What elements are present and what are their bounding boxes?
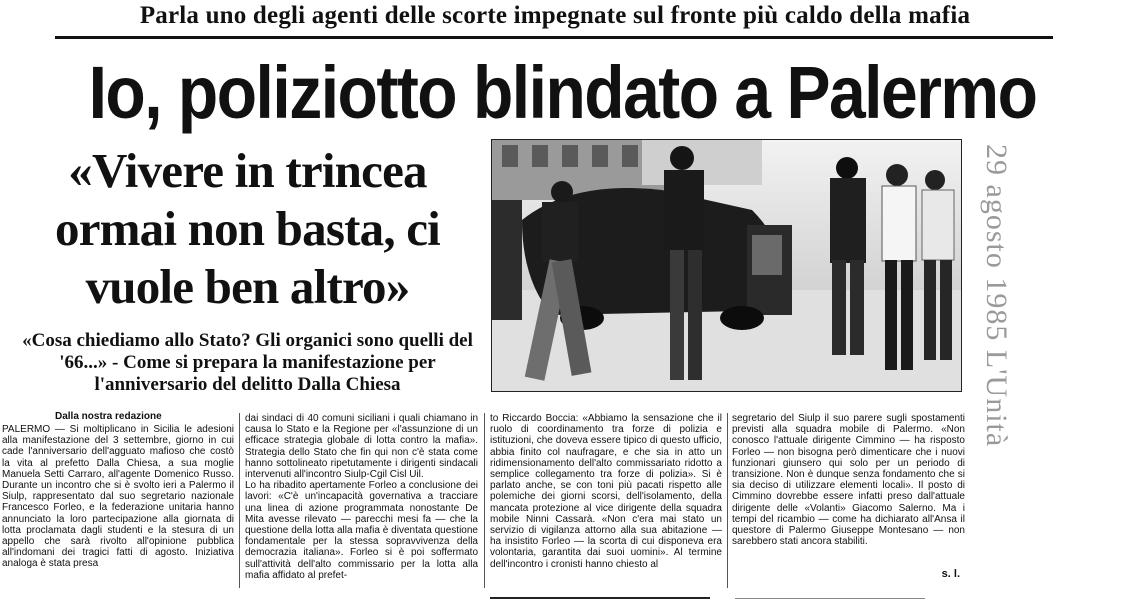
bottom-rule: [490, 597, 710, 599]
column-divider: [484, 413, 485, 588]
subheadline: «Vivere in trincea ormai non basta, ci vuole ben altro»: [55, 143, 440, 314]
byline: Dalla nostra redazione: [55, 411, 162, 422]
body-column-4: segretario del Siulp il suo parere sugli spostamenti previsti alla squadra mobile di Palermo. «Non conosco l'attuale dirigente Cimmino — ha risposto Forleo — non bisogna però dimenticare che i nuovi funzionari giunsero qui solo per un periodo di transizione. Non è dunque senza fondamento che si sia deciso di utilizzare elementi locali». Il posto di Cimmino dovrebbe essere infatti preso dall'attuale dirigente delle «Volanti» Giacomo Salerno. Ma i tempi del ricambio — come ha dichiarato all'Ansa il questore di Palermo Giuseppe Montesano — non sarebbero stati ancora stabiliti.: [732, 413, 965, 548]
column-divider: [239, 413, 240, 588]
signature: s. l.: [941, 568, 960, 580]
kicker: Parla uno degli agenti delle scorte impegnate sul fronte più caldo della mafia: [139, 2, 971, 29]
news-photo: [491, 139, 962, 392]
summary: «Cosa chiediamo allo Stato? Gli organici sono quelli del '66...» - Come si prepara la manifestazione per l'anniversario del delitto Dalla Chiesa: [22, 330, 473, 395]
body-column-2: dai sindaci di 40 comuni siciliani i quali chiamano in causa lo Stato e la Regione per «l'assunzione di un efficace strategia globale di lotta contro la mafia». Strategia dello Stato che fin qui non c'è stata come hanno sottolineato ripetutamente i dirigenti sindacali intervenuti all'incontro Siulp-Cgil Cisl Uil. Lo ha ribadito apertamente Forleo a conclusione dei lavori: «C'è un'incapacità governativa a tracciare una linea di azione programmata nonostante De Mita avesse rilevato — parecchi mesi fa — che la questione della lotta alla mafia è diventata questione fondamentale per la stessa sopravvivenza della democrazia italiana». Forleo si è poi soffermato sull'attività dell'alto commissario per la lotta alla mafia affidato al prefet-: [245, 413, 478, 581]
column-divider: [727, 413, 728, 588]
kicker-underline: [55, 36, 1053, 39]
news-photo-illustration: [492, 140, 962, 392]
body-column-3: to Riccardo Boccia: «Abbiamo la sensazione che il ruolo di coordinamento tra forze di polizia e istituzioni, che doveva essere tipico di questo ufficio, abbia finito col naufragare, e che sia in atto un ridimensionamento dell'alto commissariato ridotto a semplice collegamento tra forze di polizia». Si è parlato anche, se con toni più pacati rispetto alle polemiche dei giorni scorsi, dell'isolamento, della mancata protezione al vice dirigente della squadra mobile Ninni Cassarà. «Non c'era mai stato un servizio di vigilanza attorno alla sua abitazione — ha insistito Forleo — la scorta di cui disponeva era volontaria, garantita dai suoi uomini». Al termine dell'incontro i cronisti hanno chiesto al: [490, 413, 722, 570]
body-column-1: PALERMO — Si moltiplicano in Sicilia le adesioni alla manifestazione del 3 settembre, giorno in cui cade l'anniversario dell'agguato mafioso che costò la vita al prefetto Dalla Chiesa, a sua moglie Manuela Setti Carraro, all'agente Domenico Russo. Durante un incontro che si è svolto ieri a Palermo il Siulp, rappresentato dal suo segretario nazionale Francesco Forleo, e la federazione unitaria hanno annunciato la loro partecipazione alla giornata di lotta proclamata dagli studenti e la stesura di un appello che sarà rivolto all'opinione pubblica all'indomani dei tragici fatti di agosto. Iniziativa analoga è stata presa: [2, 424, 234, 570]
bottom-rule: [735, 598, 925, 599]
headline: Io, poliziotto blindato a Palermo: [88, 50, 1037, 134]
date-stamp: 29 agosto 1985 L'Unità: [980, 144, 1013, 448]
